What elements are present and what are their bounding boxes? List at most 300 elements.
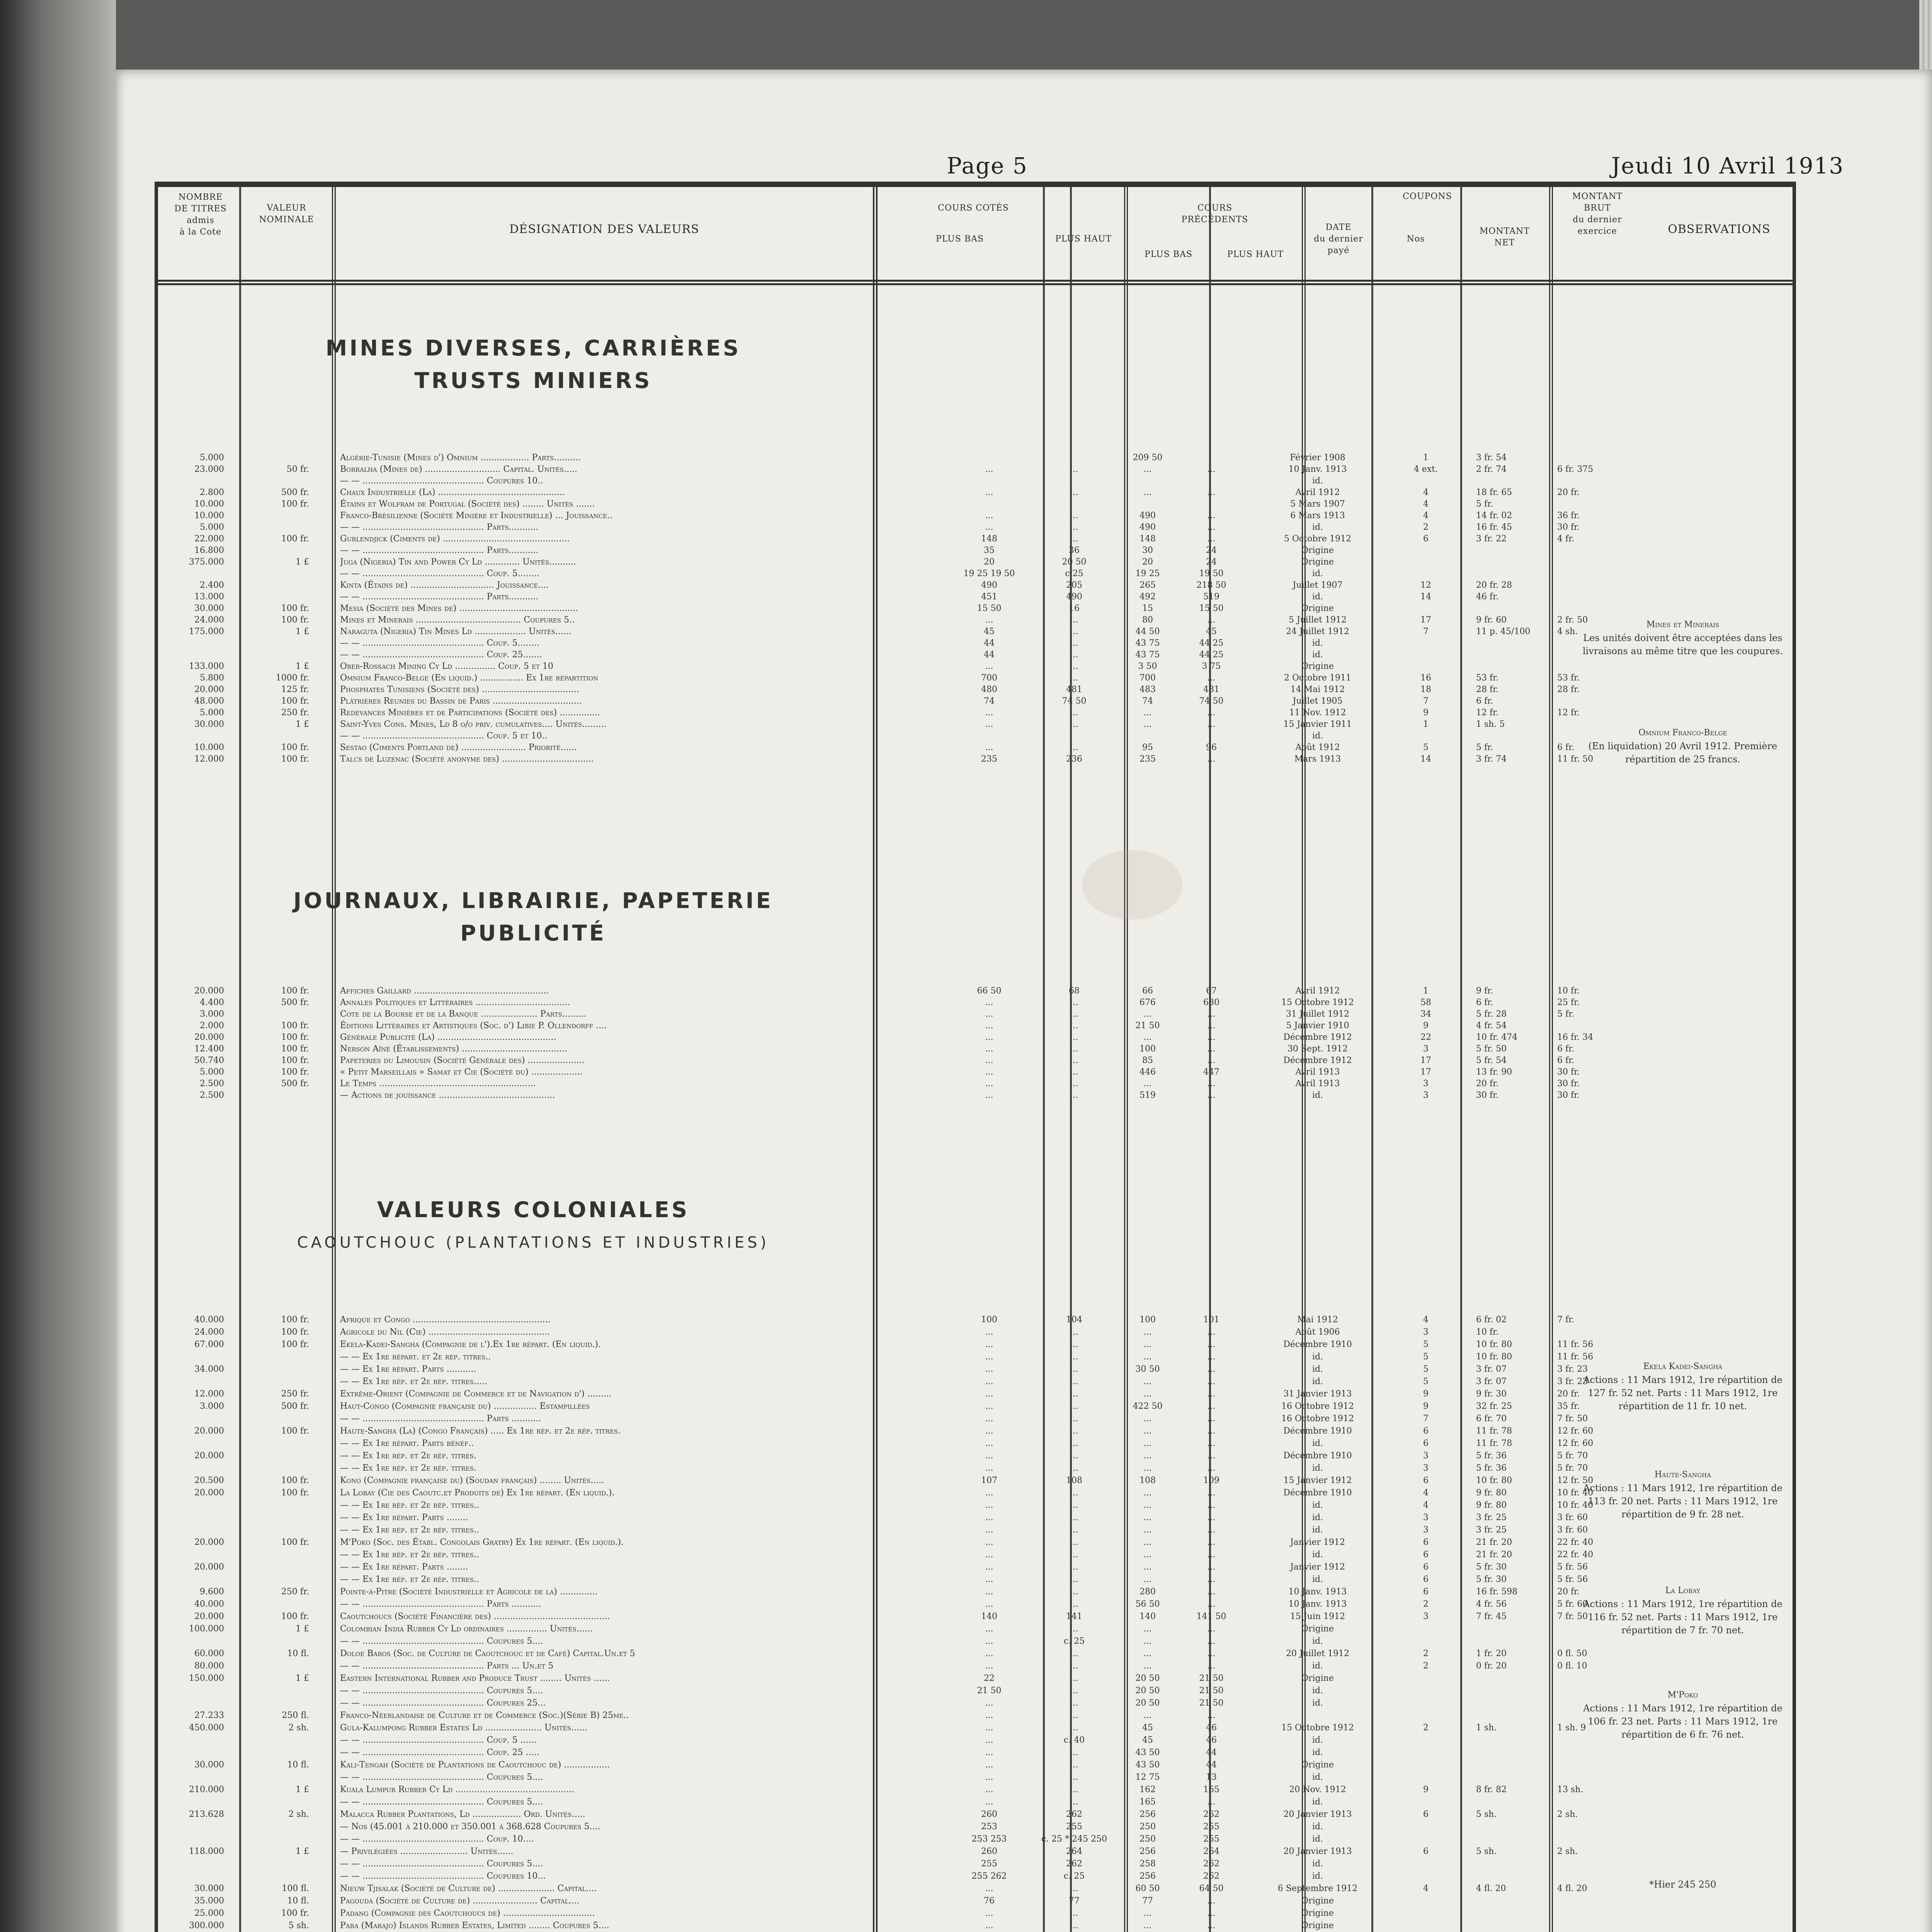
cell-p2: ... bbox=[1070, 1021, 1078, 1031]
cell-v: 100 fr. bbox=[281, 1488, 309, 1498]
cell-n: 27.233 bbox=[194, 1711, 224, 1720]
cell-p2: ... bbox=[1070, 1587, 1078, 1597]
cell-n: 175.000 bbox=[189, 627, 224, 636]
cell-p3: ... bbox=[1143, 1500, 1152, 1510]
cell-p3: ... bbox=[1143, 1352, 1152, 1362]
table-row bbox=[155, 556, 1789, 568]
header-cours-precedents: COURS PRÉCÉDENTS bbox=[1181, 203, 1248, 224]
cell-dt: Août 1906 bbox=[1295, 1327, 1340, 1337]
cell-v: 250 fr. bbox=[281, 708, 309, 718]
cell-dt: 10 Janv. 1913 bbox=[1288, 464, 1347, 474]
cell-mn: 5 sh. bbox=[1476, 1847, 1497, 1856]
cell-v: 5 sh. bbox=[288, 1921, 309, 1930]
cell-p4: 21 50 bbox=[1199, 1673, 1224, 1683]
cell-mn: 16 fr. 598 bbox=[1476, 1587, 1518, 1597]
cell-mn: 11 fr. 78 bbox=[1476, 1426, 1512, 1436]
cell-p2: ... bbox=[1070, 708, 1078, 718]
cell-br: 11 fr. 50 bbox=[1557, 754, 1594, 764]
cell-p2: c 25 bbox=[1065, 569, 1083, 578]
cell-mn: 3 fr. 07 bbox=[1476, 1364, 1507, 1374]
cell-n: 20.500 bbox=[194, 1476, 224, 1485]
table-row bbox=[155, 1709, 1789, 1722]
cell-d: — — ............................................. Coup. 25 ..... bbox=[340, 1748, 539, 1757]
cell-p1: ... bbox=[985, 1021, 993, 1031]
cell-mn: 5 fr. 36 bbox=[1476, 1463, 1507, 1473]
cell-p3: 280 bbox=[1139, 1587, 1156, 1597]
table-row bbox=[155, 1499, 1789, 1512]
cell-d: — — ............................................. Coup. 25....... bbox=[340, 650, 542, 660]
cell-dt: id. bbox=[1312, 1364, 1323, 1374]
cell-p1: 44 bbox=[984, 650, 995, 660]
cell-p1: ... bbox=[985, 1624, 993, 1634]
cell-p3: 80 bbox=[1142, 615, 1153, 625]
cell-p1: ... bbox=[985, 1488, 993, 1498]
cell-n: 24.000 bbox=[194, 615, 224, 625]
cell-d: — — ............................................. Parts........... bbox=[340, 592, 539, 602]
cell-p1: ... bbox=[985, 1636, 993, 1646]
cell-p4: ... bbox=[1207, 719, 1216, 729]
cell-dt: 10 Janv. 1913 bbox=[1288, 1587, 1347, 1597]
cell-p1: 700 bbox=[981, 673, 997, 683]
cell-n: 24.000 bbox=[194, 1327, 224, 1337]
cell-p4: ... bbox=[1207, 1414, 1216, 1423]
cell-d: Ober-Rossach Mining Cy Ld ............... Coup. 5 et 10 bbox=[340, 662, 553, 671]
cell-n: 150.000 bbox=[189, 1673, 224, 1683]
cell-mn: 14 fr. 02 bbox=[1476, 511, 1512, 520]
cell-p4: ... bbox=[1207, 1587, 1216, 1597]
cell-p2: ... bbox=[1070, 1686, 1078, 1696]
cell-p4: 44 25 bbox=[1199, 650, 1224, 660]
table-row bbox=[155, 487, 1789, 498]
cell-br: 1 sh. 9 bbox=[1557, 1723, 1586, 1733]
page-date: Jeudi 10 Avril 1913 bbox=[1611, 153, 1844, 179]
observation-text: Les unités doivent être acceptées dans les livraisons au même titre que les coupures. bbox=[1582, 633, 1783, 656]
cell-p2: ... bbox=[1070, 511, 1078, 520]
cell-p4: ... bbox=[1207, 708, 1216, 718]
cell-no: 17 bbox=[1420, 1056, 1431, 1065]
cell-p4: ... bbox=[1207, 1090, 1216, 1100]
cell-mn: 3 fr. 25 bbox=[1476, 1513, 1507, 1522]
table-row bbox=[155, 1338, 1789, 1351]
cell-v: 1 £ bbox=[296, 1673, 309, 1683]
cell-p4: ... bbox=[1207, 1649, 1216, 1658]
cell-dt: id. bbox=[1312, 1871, 1323, 1881]
cell-mn: 1 sh. bbox=[1476, 1723, 1497, 1733]
cell-mn: 5 fr. 30 bbox=[1476, 1562, 1507, 1572]
cell-p3: ... bbox=[1143, 1009, 1152, 1019]
table-row bbox=[155, 1771, 1789, 1784]
table-row bbox=[155, 1437, 1789, 1450]
cell-br: 7 fr. 50 bbox=[1557, 1414, 1588, 1423]
cell-p1: 76 bbox=[984, 1896, 995, 1906]
cell-p4: 67 bbox=[1206, 986, 1217, 996]
table-row bbox=[155, 1425, 1789, 1437]
cell-no: 4 bbox=[1423, 488, 1429, 497]
header-coupons: COUPONS bbox=[1403, 192, 1452, 201]
cell-p2: ... bbox=[1070, 1908, 1078, 1918]
cell-p4: 64 50 bbox=[1199, 1884, 1224, 1893]
table-row bbox=[155, 522, 1789, 533]
cell-v: 125 fr. bbox=[281, 685, 309, 694]
cell-p2: ... bbox=[1070, 627, 1078, 636]
cell-p2: ... bbox=[1070, 1377, 1078, 1386]
cell-p1: ... bbox=[985, 1364, 993, 1374]
cell-d: — — Ex 1re répart. Parts ........... bbox=[340, 1364, 476, 1374]
cell-n: 20.000 bbox=[194, 1426, 224, 1436]
cell-p1: ... bbox=[985, 1908, 993, 1918]
table-row bbox=[155, 1524, 1789, 1536]
cell-p3: ... bbox=[1143, 1389, 1152, 1399]
cell-n: 48.000 bbox=[194, 696, 224, 706]
cell-no: 3 bbox=[1423, 1451, 1429, 1461]
cell-p1: 253 253 bbox=[971, 1834, 1007, 1844]
cell-br: 3 fr. 23 bbox=[1557, 1377, 1588, 1386]
cell-p2: 74 50 bbox=[1062, 696, 1087, 706]
cell-p1: 66 50 bbox=[977, 986, 1002, 996]
cell-p4: 109 bbox=[1203, 1476, 1219, 1485]
cell-p3: ... bbox=[1143, 1661, 1152, 1671]
cell-br: 5 fr. 70 bbox=[1557, 1451, 1588, 1461]
cell-p4: 45 bbox=[1206, 627, 1217, 636]
cell-n: 16.800 bbox=[194, 546, 224, 555]
table-row bbox=[155, 985, 1789, 997]
cell-no: 4 bbox=[1423, 1884, 1429, 1893]
cell-v: 100 fr. bbox=[281, 1612, 309, 1621]
header-prec-haut: PLUS HAUT bbox=[1227, 250, 1284, 259]
cell-mn: 0 fr. 20 bbox=[1476, 1661, 1507, 1671]
cell-p3: 265 bbox=[1139, 580, 1156, 590]
cell-n: 133.000 bbox=[189, 662, 224, 671]
cell-mn: 28 fr. bbox=[1476, 685, 1499, 694]
cell-br: 5 fr. bbox=[1557, 1009, 1575, 1019]
table-row bbox=[155, 1055, 1789, 1066]
cell-p3: 700 bbox=[1139, 673, 1156, 683]
table-row bbox=[155, 1450, 1789, 1462]
cell-v: 1 £ bbox=[296, 1847, 309, 1856]
cell-n: 5.000 bbox=[200, 1067, 224, 1077]
cell-p3: ... bbox=[1143, 1649, 1152, 1658]
cell-br: 2 fr. 50 bbox=[1557, 615, 1588, 625]
cell-p4: ... bbox=[1207, 1908, 1216, 1918]
cell-p4: 96 bbox=[1206, 743, 1217, 752]
table-row bbox=[155, 1635, 1789, 1648]
cell-d: — Actions de jouissance ........................................... bbox=[340, 1090, 555, 1100]
cell-p2: ... bbox=[1070, 488, 1078, 497]
observation-title: La Lobay bbox=[1665, 1586, 1701, 1595]
header-prec-bas: PLUS BAS bbox=[1145, 250, 1192, 259]
cell-d: Éditions Littéraires et Artistiques (Soc. d') Libie P. Ollendorff .... bbox=[340, 1021, 607, 1031]
table-row bbox=[155, 498, 1789, 510]
cell-p1: ... bbox=[985, 1327, 993, 1337]
cell-n: 450.000 bbox=[189, 1723, 224, 1733]
cell-p2: 68 bbox=[1069, 986, 1080, 996]
cell-n: 3.000 bbox=[200, 1401, 224, 1411]
header-designation: DÉSIGNATION DES VALEURS bbox=[509, 223, 699, 236]
cell-d: Chaux Industrielle (La) ............................................... bbox=[340, 488, 565, 497]
section-title-line: VALEURS COLONIALES bbox=[377, 1197, 690, 1223]
table-row bbox=[155, 1400, 1789, 1413]
cell-p2: 205 bbox=[1066, 580, 1082, 590]
cell-dt: Août 1912 bbox=[1295, 743, 1340, 752]
cell-v: 100 fr. bbox=[281, 1327, 309, 1337]
cell-p2: 490 bbox=[1066, 592, 1082, 602]
cell-p1: 22 bbox=[984, 1673, 995, 1683]
cell-no: 5 bbox=[1423, 1352, 1429, 1362]
cell-mn: 4 fr. 54 bbox=[1476, 1021, 1507, 1031]
cell-p3: ... bbox=[1143, 1032, 1152, 1042]
cell-mn: 5 fr. 50 bbox=[1476, 1044, 1507, 1054]
cell-p3: 45 bbox=[1142, 1723, 1153, 1733]
cell-p3: 15 bbox=[1142, 604, 1153, 613]
table-row bbox=[155, 1388, 1789, 1400]
cell-n: 34.000 bbox=[194, 1364, 224, 1374]
cell-n: 20.000 bbox=[194, 1032, 224, 1042]
cell-dt: 10 Janv. 1913 bbox=[1288, 1599, 1347, 1609]
cell-br: 20 fr. bbox=[1557, 1587, 1580, 1597]
cell-dt: Décembre 1910 bbox=[1283, 1426, 1352, 1436]
cell-br: 36 fr. bbox=[1557, 511, 1580, 520]
cell-p2: ... bbox=[1070, 1884, 1078, 1893]
cell-p1: 74 bbox=[984, 696, 995, 706]
table-row bbox=[155, 1685, 1789, 1697]
cell-br: 5 fr. 56 bbox=[1557, 1562, 1588, 1572]
cell-mn: 32 fr. 25 bbox=[1476, 1401, 1512, 1411]
section-rows bbox=[155, 985, 1789, 1101]
cell-d: Haut-Congo (Compagnie française du) ................ Estampillées bbox=[340, 1401, 590, 1411]
table-row bbox=[155, 1870, 1789, 1883]
cell-dt: id. bbox=[1312, 1525, 1323, 1535]
table-row bbox=[155, 661, 1789, 672]
table-row bbox=[155, 1808, 1789, 1821]
cell-p2: ... bbox=[1070, 1044, 1078, 1054]
cell-d: Kuala Lumpur Rubber Cy Ld ............................................ bbox=[340, 1785, 575, 1794]
cell-p4: ... bbox=[1207, 1661, 1216, 1671]
cell-p2: ... bbox=[1070, 1401, 1078, 1411]
cell-p2: ... bbox=[1070, 1090, 1078, 1100]
cell-no: 1 bbox=[1423, 453, 1429, 463]
cell-mn: 3 fr. 07 bbox=[1476, 1377, 1507, 1386]
cell-no: 3 bbox=[1423, 1612, 1429, 1621]
book-spine-left bbox=[0, 0, 116, 1932]
cell-br: 0 fl. 50 bbox=[1557, 1649, 1587, 1658]
cell-p4: ... bbox=[1207, 1079, 1216, 1088]
cell-p2: 262 bbox=[1066, 1810, 1082, 1819]
cell-p3: 250 bbox=[1139, 1834, 1156, 1844]
cell-p3: 20 50 bbox=[1135, 1686, 1160, 1696]
cell-p3: 56 50 bbox=[1135, 1599, 1160, 1609]
cell-p2: ... bbox=[1070, 1389, 1078, 1399]
table-row bbox=[155, 1549, 1789, 1561]
cell-d: Padang (Compagnie des Caoutchoucs de) .................................. bbox=[340, 1908, 595, 1918]
cell-p4: 264 bbox=[1203, 1847, 1219, 1856]
cell-p1: 21 50 bbox=[977, 1686, 1002, 1696]
section-rows bbox=[155, 452, 1789, 765]
cell-dt: id. bbox=[1312, 1859, 1323, 1869]
cell-p2: ... bbox=[1070, 1772, 1078, 1782]
table-row bbox=[155, 603, 1789, 614]
cell-p1: 260 bbox=[981, 1847, 997, 1856]
cell-p1: ... bbox=[985, 1723, 993, 1733]
cell-mn: 12 fr. bbox=[1476, 708, 1499, 718]
cell-d: Malacca Rubber Plantations, Ld .................. Ord. Unités..... bbox=[340, 1810, 585, 1819]
cell-d: Doloe Baros (Soc. de Culture de Caoutchouc et de Café) Capital.Un.et 5 bbox=[340, 1649, 635, 1658]
cell-n: 3.000 bbox=[200, 1009, 224, 1019]
table-row bbox=[155, 1833, 1789, 1845]
cell-dt: id. bbox=[1312, 1698, 1323, 1708]
cell-dt: id. bbox=[1312, 1797, 1323, 1807]
cell-p3: 108 bbox=[1139, 1476, 1156, 1485]
cell-v: 1 £ bbox=[296, 719, 309, 729]
cell-n: 375.000 bbox=[189, 557, 224, 567]
cell-dt: 20 Juillet 1912 bbox=[1286, 1649, 1349, 1658]
cell-d: — — ............................................. Coupures 10... bbox=[340, 1871, 546, 1881]
cell-p4: ... bbox=[1207, 1401, 1216, 1411]
cell-p4: ... bbox=[1207, 1352, 1216, 1362]
cell-p3: 85 bbox=[1142, 1056, 1153, 1065]
cell-n: 20.000 bbox=[194, 1451, 224, 1461]
cell-n: 60.000 bbox=[194, 1649, 224, 1658]
cell-dt: Origine bbox=[1301, 1624, 1334, 1634]
cell-v: 100 fr. bbox=[281, 986, 309, 996]
cell-n: 20.000 bbox=[194, 1562, 224, 1572]
cell-p3: 676 bbox=[1139, 998, 1156, 1007]
cell-p3: ... bbox=[1143, 1550, 1152, 1560]
cell-n: 30.000 bbox=[194, 604, 224, 613]
cell-p2: ... bbox=[1070, 1723, 1078, 1733]
cell-no: 18 bbox=[1420, 685, 1431, 694]
cell-mn: 21 fr. 20 bbox=[1476, 1537, 1512, 1547]
cell-br: 2 sh. bbox=[1557, 1847, 1578, 1856]
table-row bbox=[155, 1462, 1789, 1475]
cell-mn: 16 fr. 45 bbox=[1476, 522, 1512, 532]
cell-p1: 20 bbox=[984, 557, 995, 567]
cell-no: 6 bbox=[1423, 1476, 1429, 1485]
cell-d: — — ............................................. Coupures 5.... bbox=[340, 1686, 543, 1696]
cell-br: 11 fr. 56 bbox=[1557, 1352, 1594, 1362]
cell-p1: ... bbox=[985, 1698, 993, 1708]
cell-br: 6 fr. bbox=[1557, 743, 1575, 752]
cell-d: — — ............................................. Coupures 10.. bbox=[340, 476, 543, 486]
cell-p3: 66 bbox=[1142, 986, 1153, 996]
cell-no: 34 bbox=[1420, 1009, 1431, 1019]
cell-d: Omnium Franco-Belge (En liquid.) ................ Ex 1re répartition bbox=[340, 673, 599, 683]
cell-p1: ... bbox=[985, 1500, 993, 1510]
section-title bbox=[185, 1194, 881, 1259]
cell-n: 20.000 bbox=[194, 685, 224, 694]
cell-d: Eastern International Rubber and Produce Trust ........ Unités ...... bbox=[340, 1673, 610, 1683]
cell-mn: 9 fr. 80 bbox=[1476, 1500, 1507, 1510]
cell-dt: id. bbox=[1312, 638, 1323, 648]
cell-n: 13.000 bbox=[194, 592, 224, 602]
table-row bbox=[155, 1623, 1789, 1635]
cell-d: — — Ex 1re rép. et 2e rép. titres. bbox=[340, 1451, 476, 1461]
cell-v: 100 fr. bbox=[281, 1537, 309, 1547]
cell-p2: ... bbox=[1070, 1711, 1078, 1720]
cell-br: 0 fl. 10 bbox=[1557, 1661, 1587, 1671]
section-title-line: TRUSTS MINIERS bbox=[414, 368, 652, 393]
cell-n: 2.400 bbox=[200, 580, 224, 590]
cell-p2: ... bbox=[1070, 1673, 1078, 1683]
cell-no: 3 bbox=[1423, 1463, 1429, 1473]
cell-mn: 53 fr. bbox=[1476, 673, 1499, 683]
cell-dt: Avril 1912 bbox=[1295, 986, 1340, 996]
cell-dt: id. bbox=[1312, 1636, 1323, 1646]
cell-br: 16 fr. 34 bbox=[1557, 1032, 1594, 1042]
cell-no: 7 bbox=[1423, 696, 1429, 706]
cell-p1: ... bbox=[985, 1921, 993, 1930]
table-row bbox=[155, 591, 1789, 603]
cell-p4: 262 bbox=[1203, 1859, 1219, 1869]
cell-p2: ... bbox=[1070, 1439, 1078, 1448]
cell-p4: ... bbox=[1207, 1426, 1216, 1436]
cell-d: — — ............................................. Coup. 10.... bbox=[340, 1834, 534, 1844]
cell-br: 22 fr. 40 bbox=[1557, 1550, 1594, 1560]
observation-title: Mines et Minerais bbox=[1646, 620, 1719, 629]
cell-dt: 5 Janvier 1910 bbox=[1286, 1021, 1349, 1031]
cell-no: 1 bbox=[1423, 719, 1429, 729]
cell-v: 100 fr. bbox=[281, 743, 309, 752]
cell-p3: 43 75 bbox=[1135, 650, 1160, 660]
cell-p4: ... bbox=[1207, 1488, 1216, 1498]
cell-n: 5.000 bbox=[200, 453, 224, 463]
cell-p2: 16 bbox=[1069, 604, 1080, 613]
cell-no: 1 bbox=[1423, 986, 1429, 996]
cell-p1: 451 bbox=[981, 592, 997, 602]
cell-no: 3 bbox=[1423, 1327, 1429, 1337]
cell-n: 20.000 bbox=[194, 1612, 224, 1621]
cell-no: 2 bbox=[1423, 522, 1429, 532]
cell-p4: 165 bbox=[1203, 1785, 1219, 1794]
cell-p3: 43 50 bbox=[1135, 1760, 1160, 1770]
cell-p3: 256 bbox=[1139, 1847, 1156, 1856]
table-row bbox=[155, 753, 1789, 765]
cell-p3: 256 bbox=[1139, 1810, 1156, 1819]
cell-p4: ... bbox=[1207, 615, 1216, 625]
cell-v: 2 sh. bbox=[288, 1810, 309, 1819]
cell-p1: 480 bbox=[981, 685, 997, 694]
cell-p1: ... bbox=[985, 1661, 993, 1671]
cell-p2: ... bbox=[1070, 1698, 1078, 1708]
cell-n: 80.000 bbox=[194, 1661, 224, 1671]
cell-v: 100 fr. bbox=[281, 1032, 309, 1042]
cell-p1: ... bbox=[985, 1785, 993, 1794]
cell-p3: 21 50 bbox=[1135, 1021, 1160, 1031]
cell-dt: Origine bbox=[1301, 662, 1334, 671]
cell-mn: 13 fr. 90 bbox=[1476, 1067, 1512, 1077]
cell-p4: ... bbox=[1207, 1537, 1216, 1547]
cell-br: 53 fr. bbox=[1557, 673, 1580, 683]
cell-br: 22 fr. 40 bbox=[1557, 1537, 1594, 1547]
cell-p1: ... bbox=[985, 743, 993, 752]
observation-text: Actions : 11 Mars 1912, 1re répartition de 127 fr. 52 net. Parts : 11 Mars 1912, 1re répartition de 11 fr. 10 net. bbox=[1583, 1374, 1782, 1412]
cell-dt: 15 Janvier 1912 bbox=[1283, 1476, 1352, 1485]
cell-d: Ekela-Kadei-Sangha (Compagnie de l').Ex 1re répart. (En liquid.). bbox=[340, 1340, 601, 1349]
cell-dt: 20 Janvier 1913 bbox=[1283, 1810, 1352, 1819]
cell-d: Colombian India Rubber Cy Ld ordinaires ............... Unités...... bbox=[340, 1624, 593, 1634]
cell-n: 5.800 bbox=[200, 673, 224, 683]
cell-p1: ... bbox=[985, 1451, 993, 1461]
cell-dt: Février 1908 bbox=[1290, 453, 1345, 463]
table-row bbox=[155, 1648, 1789, 1660]
observation-note bbox=[1580, 1468, 1785, 1521]
cell-n: 5.000 bbox=[200, 522, 224, 532]
cell-p1: ... bbox=[985, 1377, 993, 1386]
cell-p1: ... bbox=[985, 1056, 993, 1065]
observation-title: Haute-Sangha bbox=[1655, 1470, 1711, 1480]
cell-mn: 1 fr. 20 bbox=[1476, 1649, 1507, 1658]
cell-p3: 43 75 bbox=[1135, 638, 1160, 648]
cell-p4: 24 bbox=[1206, 546, 1217, 555]
